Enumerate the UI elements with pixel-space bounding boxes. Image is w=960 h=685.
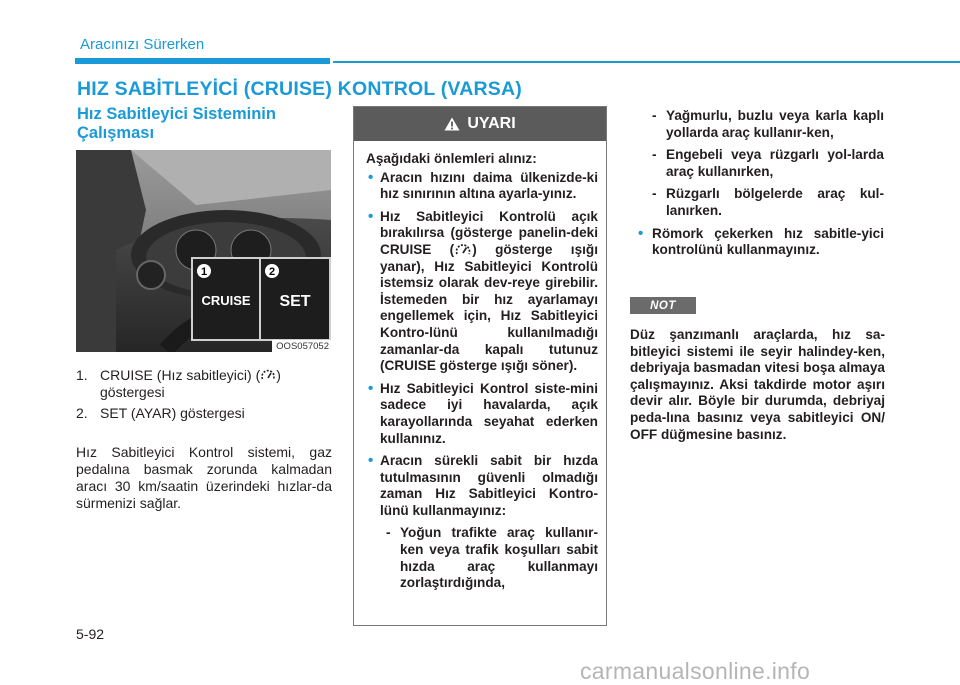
warning-header: UYARI <box>354 107 606 141</box>
warning-bullet: • Aracın hızını daima ülkenizde-ki hız sınırının altına ayarla-yınız. <box>366 170 598 203</box>
section-header: Aracınızı Sürerken <box>80 36 205 53</box>
cruise-indicator-icon <box>454 242 472 257</box>
warning-bullet: • Aracın sürekli sabit bir hızda tutulmasının güvenli olmadığı zaman Hız Sabitleyici Kontro-lünü kullanmayınız: <box>366 453 598 519</box>
list-item: 2. SET (AYAR) göstergesi <box>76 405 245 421</box>
page-number: 5-92 <box>76 626 105 642</box>
warning-bullet: • Römork çekerken hız sabitle-yici kontrolünü kullanmayınız. <box>630 226 884 259</box>
warning-box <box>353 106 607 626</box>
note-badge: NOT <box>630 297 696 314</box>
warning-triangle-icon <box>444 117 460 131</box>
footer-watermark: carmanualsonline.info <box>580 658 811 684</box>
list-item: 1. CRUISE (Hız sabitleyici) ( ) göstergesi <box>76 367 281 400</box>
page-title: HIZ SABİTLEYİCİ (CRUISE) KONTROL (VARSA) <box>77 78 522 100</box>
warning-dash-item: - Yoğun trafikte araç kullanır-ken veya trafik koşulları sabit hızda araç kullanmayı zorlaştırdığında, <box>386 525 598 591</box>
warning-dash-item: - Rüzgarlı bölgelerde araç kul-lanırken. <box>652 186 884 218</box>
header-rule <box>333 61 960 63</box>
section-subtitle: Hız Sabitleyici Sisteminin Çalışması <box>77 105 276 142</box>
cruise-label: CRUISE <box>201 293 251 308</box>
warning-bullet: • Hız Sabitleyici Kontrol siste-mini sadece iyi havalarda, açık karayollarında seyahat ederken kullanınız. <box>366 381 598 447</box>
indicator-list <box>76 367 334 426</box>
cruise-indicator-icon <box>260 368 276 382</box>
note-paragraph: Düz şanzımanlı araçlarda, hız sa-bitleyici sistemi ile seyir halindey-ken, debriyaja basmadan vitesi boşa almaya çalışmayınız. Aksi takdirde motor aşırı devir alır. Böyle bir durumda, debriyaj peda-lına basınız veya sabitleyici ON/ OFF düğmesine basınız. <box>630 327 885 442</box>
warning-bullet: • Hız Sabitleyici Kontrolü açık bırakılırsa (gösterge panelin-deki CRUISE ( ) gösterge ışığı yanar), Hız Sabitleyici Kontrolü istemsiz olarak dev-reye girebilir. İstemeden bir hız ayarlamayı engellemek için, Hız Sabitleyici Kontro-lünü kullanılmadığı zamanlar-da kapalı tutunuz (CRUISE gösterge ışığı söner). <box>366 209 598 375</box>
set-label: SET <box>279 293 311 310</box>
dashboard-photo <box>76 150 331 352</box>
warning-dash-item: - Engebeli veya rüzgarlı yol-larda araç kullanırken, <box>652 147 884 179</box>
warning-dash-item: - Yağmurlu, buzlu veya karla kaplı yollarda araç kullanır-ken, <box>652 108 884 140</box>
body-paragraph: Hız Sabitleyici Kontrol sistemi, gaz pedalına basmak zorunda kalmadan aracı 30 km/saatin üzerindeki hızlar-da sürmenizi sağlar. <box>76 444 332 511</box>
warning-intro: Aşağıdaki önlemleri alınız: <box>366 151 537 166</box>
badge-2: 2 <box>268 266 276 278</box>
header-bar-accent <box>75 58 330 64</box>
warning-continued <box>630 108 884 265</box>
badge-1: 1 <box>200 266 208 278</box>
image-code: OOS057052 <box>272 340 331 352</box>
